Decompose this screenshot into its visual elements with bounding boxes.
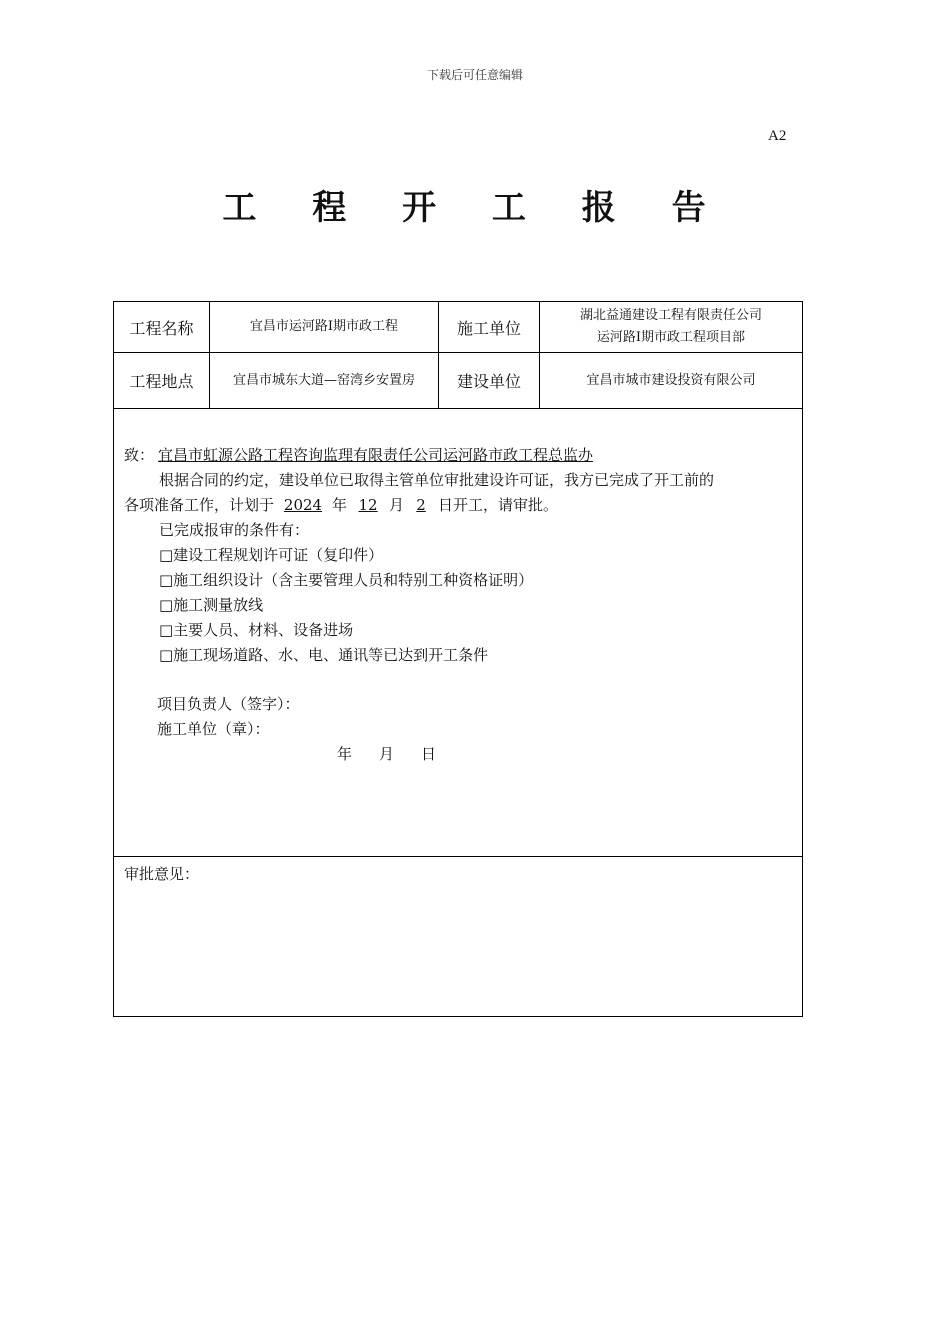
paragraph-line-1: 根据合同的约定，建设单位已取得主管单位审批建设许可证，我方已完成了开工前的 <box>159 471 715 489</box>
contractor-line-1: 湖北益通建设工程有限责任公司 <box>579 308 762 323</box>
project-name-label: 工程名称 <box>129 318 194 338</box>
condition-construction-design: □施工组织设计（含主要管理人员和特别工种资格证明） <box>159 571 534 589</box>
addressee-prefix: 致： <box>124 446 155 464</box>
condition-personnel-materials: □主要人员、材料、设备进场 <box>159 621 354 639</box>
project-manager-signature-label: 项目负责人（签字）： <box>157 695 300 713</box>
year-unit: 年 <box>332 496 348 514</box>
paragraph-line-2 <box>124 494 558 515</box>
addressee-line <box>124 444 597 465</box>
document-title: 工 程 开 工 报 告 <box>222 188 728 228</box>
start-month: 12 <box>358 496 378 514</box>
start-day: 2 <box>416 496 426 514</box>
condition-survey-layout: □施工测量放线 <box>159 596 264 614</box>
date-year-label: 年 <box>337 745 353 763</box>
project-location-label: 工程地点 <box>129 372 194 391</box>
signature-date <box>337 743 436 764</box>
month-unit: 月 <box>389 496 405 514</box>
info-table <box>113 301 803 1017</box>
date-month-label: 月 <box>379 745 395 763</box>
owner-label: 建设单位 <box>456 372 521 391</box>
paragraph-line-2-suffix: 日开工，请审批。 <box>438 496 559 514</box>
project-name-value: 宜昌市运河路I期市政工程 <box>249 319 399 334</box>
contractor-value <box>540 302 802 352</box>
approval-opinion-label: 审批意见： <box>124 865 200 883</box>
date-day-label: 日 <box>421 745 437 763</box>
condition-site-ready: □施工现场道路、水、电、通讯等已达到开工条件 <box>159 646 489 664</box>
contractor-line-2: 运河路I期市政工程项目部 <box>596 330 746 345</box>
addressee-name: 宜昌市虹源公路工程咨询监理有限责任公司运河路市政工程总监办 <box>158 446 594 464</box>
conditions-title: 已完成报审的条件有： <box>159 521 310 539</box>
owner-value: 宜昌市城市建设投资有限公司 <box>586 372 756 388</box>
watermark-text: 下载后可任意编辑 <box>426 68 523 82</box>
contractor-label: 施工单位 <box>456 318 521 338</box>
condition-planning-permit: □建设工程规划许可证（复印件） <box>159 546 384 564</box>
contractor-seal-label: 施工单位（章）： <box>157 720 270 738</box>
form-code: A2 <box>768 128 787 144</box>
start-year: 2024 <box>283 496 323 514</box>
paragraph-line-2-prefix: 各项准备工作，计划于 <box>124 496 275 514</box>
project-location-value: 宜昌市城东大道—窑湾乡安置房 <box>232 372 415 388</box>
